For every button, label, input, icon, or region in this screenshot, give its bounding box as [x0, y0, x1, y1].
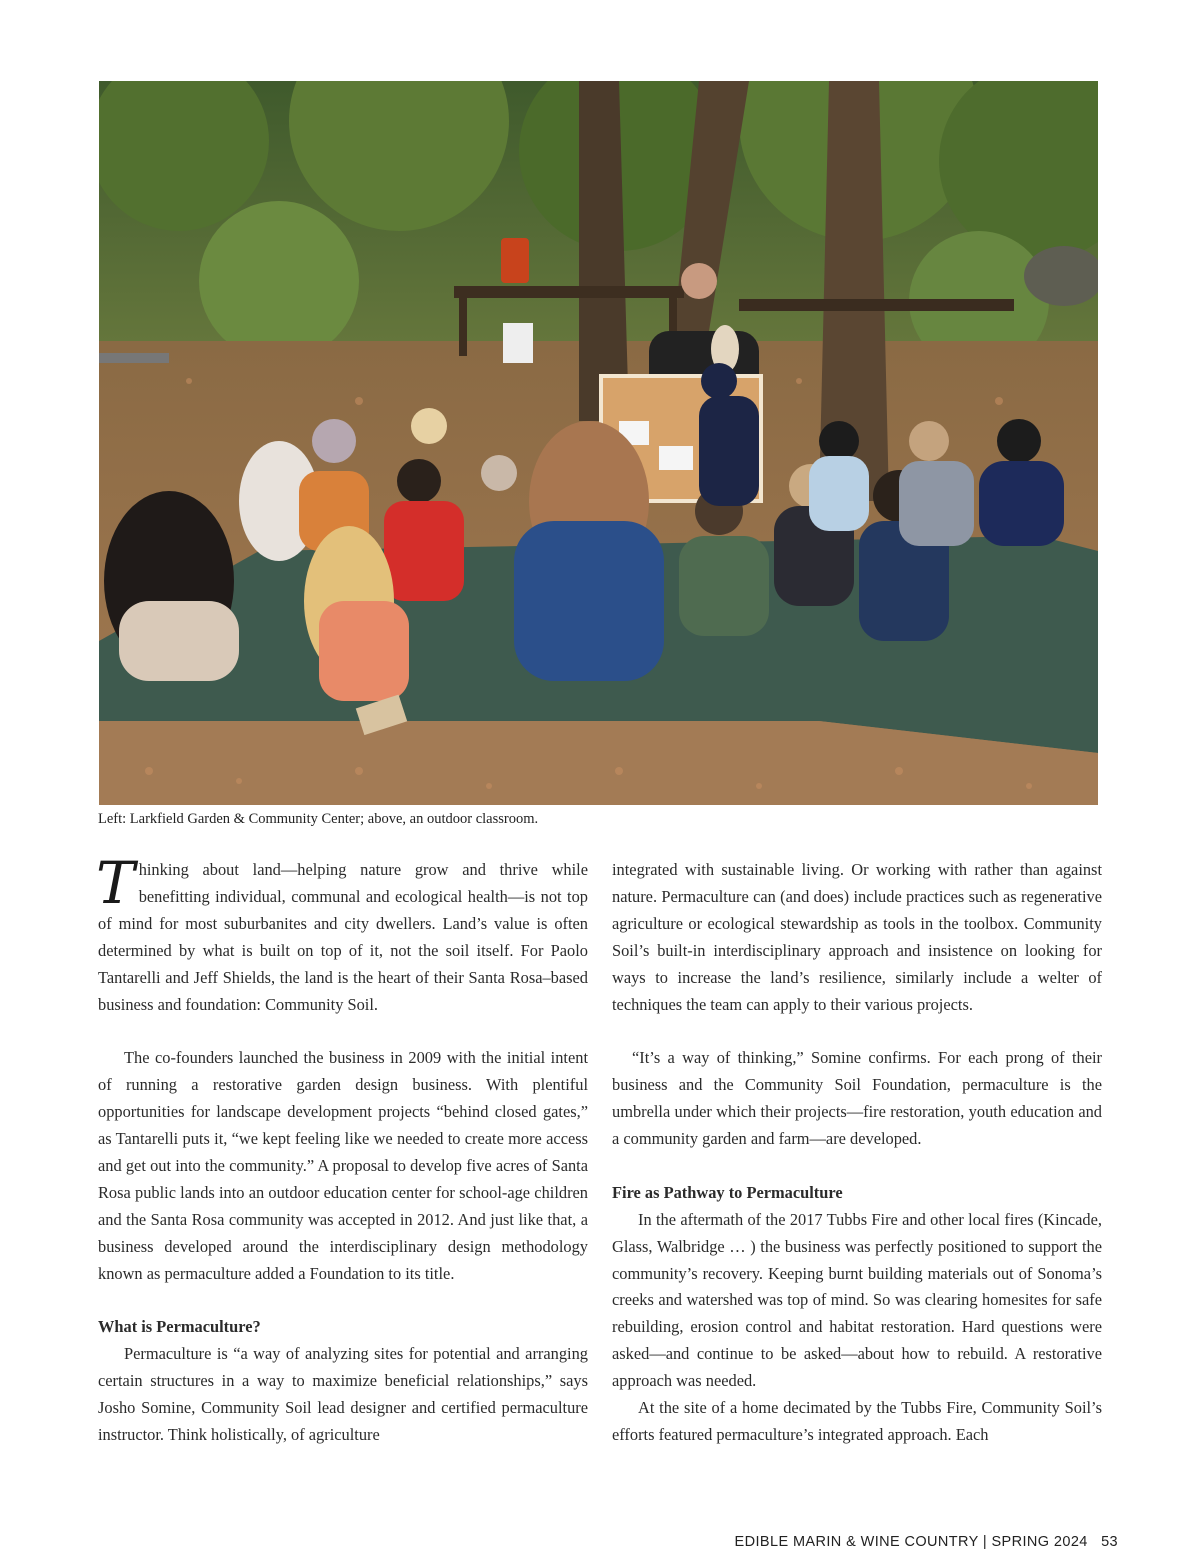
intro-text: hinking about land—helping nature grow and thrive while benefitting individual, communal and ecological health—is not top of mind for most suburbanites and city dwellers. Land’s value is often determined by what is built on top of it, not the soil itself. For Paolo Tantarelli and Jeff Shields, the land is the heart of their Santa Rosa–based business and foundation: Community Soil. — [98, 860, 588, 1014]
photo-caption: Left: Larkfield Garden & Community Center; above, an outdoor classroom. — [98, 811, 539, 827]
section-heading: Fire as Pathway to Permaculture — [612, 1182, 843, 1202]
drop-cap: T — [96, 849, 135, 917]
intro-paragraph — [96, 849, 588, 1018]
page-number: 53 — [1101, 1534, 1118, 1550]
publication-name: EDIBLE MARIN & WINE COUNTRY | SPRING 2024 — [734, 1534, 1088, 1550]
outdoor-classroom-photo — [99, 81, 1098, 805]
body-paragraph: integrated with sustainable living. Or working with rather than against nature. Permaculture can (and does) include practices such as regenerative agriculture or ecological stewardship as tools in the toolbox. Community Soil’s built-in interdisciplinary approach and insistence on looking for ways to increase the land’s resilience, similarly include a welter of techniques the team can apply to their various projects. — [612, 860, 1102, 1014]
body-paragraph: “It’s a way of thinking,” Somine confirms. For each prong of their business and the Community Soil Foundation, permaculture is the umbrella under which their projects—fire restoration, youth education and a community garden and farm—are developed. — [612, 1048, 1102, 1149]
page-footer — [735, 1534, 1118, 1550]
body-paragraph: At the site of a home decimated by the Tubbs Fire, Community Soil’s efforts featured permaculture’s integrated approach. Each — [612, 1398, 1102, 1444]
left-column — [96, 849, 588, 1449]
right-column — [612, 857, 1102, 1449]
body-paragraph: In the aftermath of the 2017 Tubbs Fire and other local fires (Kincade, Glass, Walbridge … ) the business was perfectly positioned to support the community’s recovery. Keeping burnt building materials out of Sonoma’s creeks and watershed was top of mind. So was clearing homesites for safe rebuilding, erosion control and habitat restoration. Hard questions were asked—and continue to be asked—about how to rebuild. A restorative approach was needed. — [612, 1209, 1102, 1391]
body-paragraph: The co-founders launched the business in 2009 with the initial intent of running a restorative garden design business. With plentiful opportunities for landscape development projects “behind closed gates,” as Tantarelli puts it, “we kept feeling like we needed to create more access and get out into the community.” A proposal to develop five acres of Santa Rosa public lands into an outdoor education center for school-age children and the Santa Rosa community was accepted in 2012. And just like that, a business developed around the interdisciplinary design methodology known as permaculture added a Foundation to its title. — [98, 1048, 588, 1283]
body-paragraph: Permaculture is “a way of analyzing sites for potential and arranging certain structures in a way to maximize beneficial relationships,” says Josho Somine, Community Soil lead designer and certified permaculture instructor. Think holistically, of agriculture — [98, 1344, 588, 1444]
section-heading: What is Permaculture? — [98, 1317, 261, 1337]
